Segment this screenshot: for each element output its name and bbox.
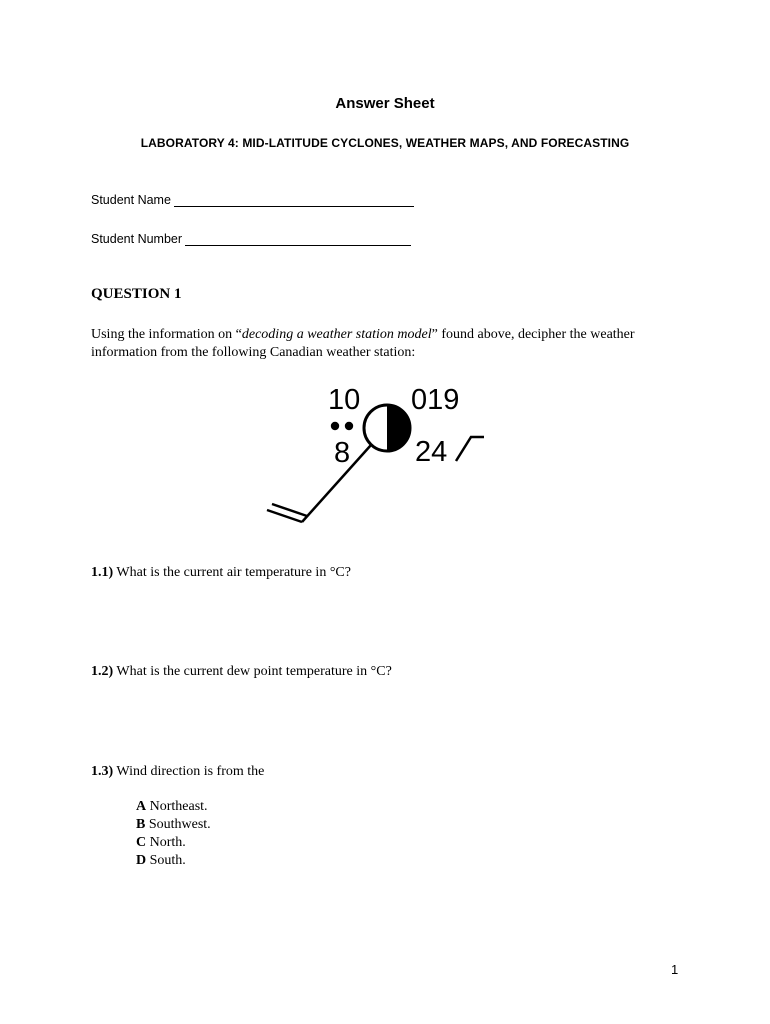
question-text: What is the current air temperature in °C? <box>116 565 351 580</box>
student-name-field[interactable] <box>174 192 414 207</box>
question-text: Wind direction is from the <box>116 764 265 779</box>
question-1-1 <box>91 565 351 581</box>
question-text: What is the current dew point temperature in °C? <box>116 664 392 679</box>
question-1-3 <box>91 764 264 780</box>
intro-italic-reference: decoding a weather station model <box>241 327 432 342</box>
option-letter: A <box>136 799 147 814</box>
present-weather-rain-symbol <box>331 422 353 430</box>
option-a[interactable] <box>136 798 211 816</box>
question-1-2 <box>91 664 392 680</box>
answer-options <box>136 798 211 870</box>
student-number-row <box>91 231 411 246</box>
option-letter: B <box>136 817 146 832</box>
question-number: 1.3) <box>91 764 114 779</box>
option-text: South. <box>149 853 186 868</box>
option-c[interactable] <box>136 834 211 852</box>
station-temperature: 10 <box>328 384 361 416</box>
option-letter: D <box>136 853 147 868</box>
option-text: Northeast. <box>149 799 208 814</box>
weather-station-model <box>250 375 500 530</box>
station-dew-point: 8 <box>334 437 351 469</box>
wind-barb-icon <box>267 445 371 522</box>
option-letter: C <box>136 835 147 850</box>
intro-text-start: Using the information on “ <box>91 327 242 342</box>
question-number: 1.1) <box>91 565 114 580</box>
option-d[interactable] <box>136 852 211 870</box>
question-heading: QUESTION 1 <box>91 286 182 302</box>
option-text: Southwest. <box>148 817 211 832</box>
student-number-label: Student Number <box>91 232 183 246</box>
pressure-tendency-icon <box>456 437 484 461</box>
question-intro <box>91 326 691 362</box>
station-pressure: 019 <box>411 384 460 416</box>
student-name-row <box>91 192 414 207</box>
cloud-cover-icon <box>364 405 410 451</box>
option-text: North. <box>149 835 186 850</box>
intro-text-end: ” found above, decipher the weather information from the following Canadian weather station: <box>91 327 635 360</box>
pressure-tendency-value: 24 <box>415 436 448 468</box>
lab-subtitle: LABORATORY 4: MID-LATITUDE CYCLONES, WEATHER MAPS, AND FORECASTING <box>140 136 630 150</box>
student-name-label: Student Name <box>91 193 171 207</box>
student-number-field[interactable] <box>185 231 411 246</box>
question-number: 1.2) <box>91 664 114 679</box>
page-number: 1 <box>671 962 679 977</box>
page-title: Answer Sheet <box>335 95 435 112</box>
option-b[interactable] <box>136 816 211 834</box>
